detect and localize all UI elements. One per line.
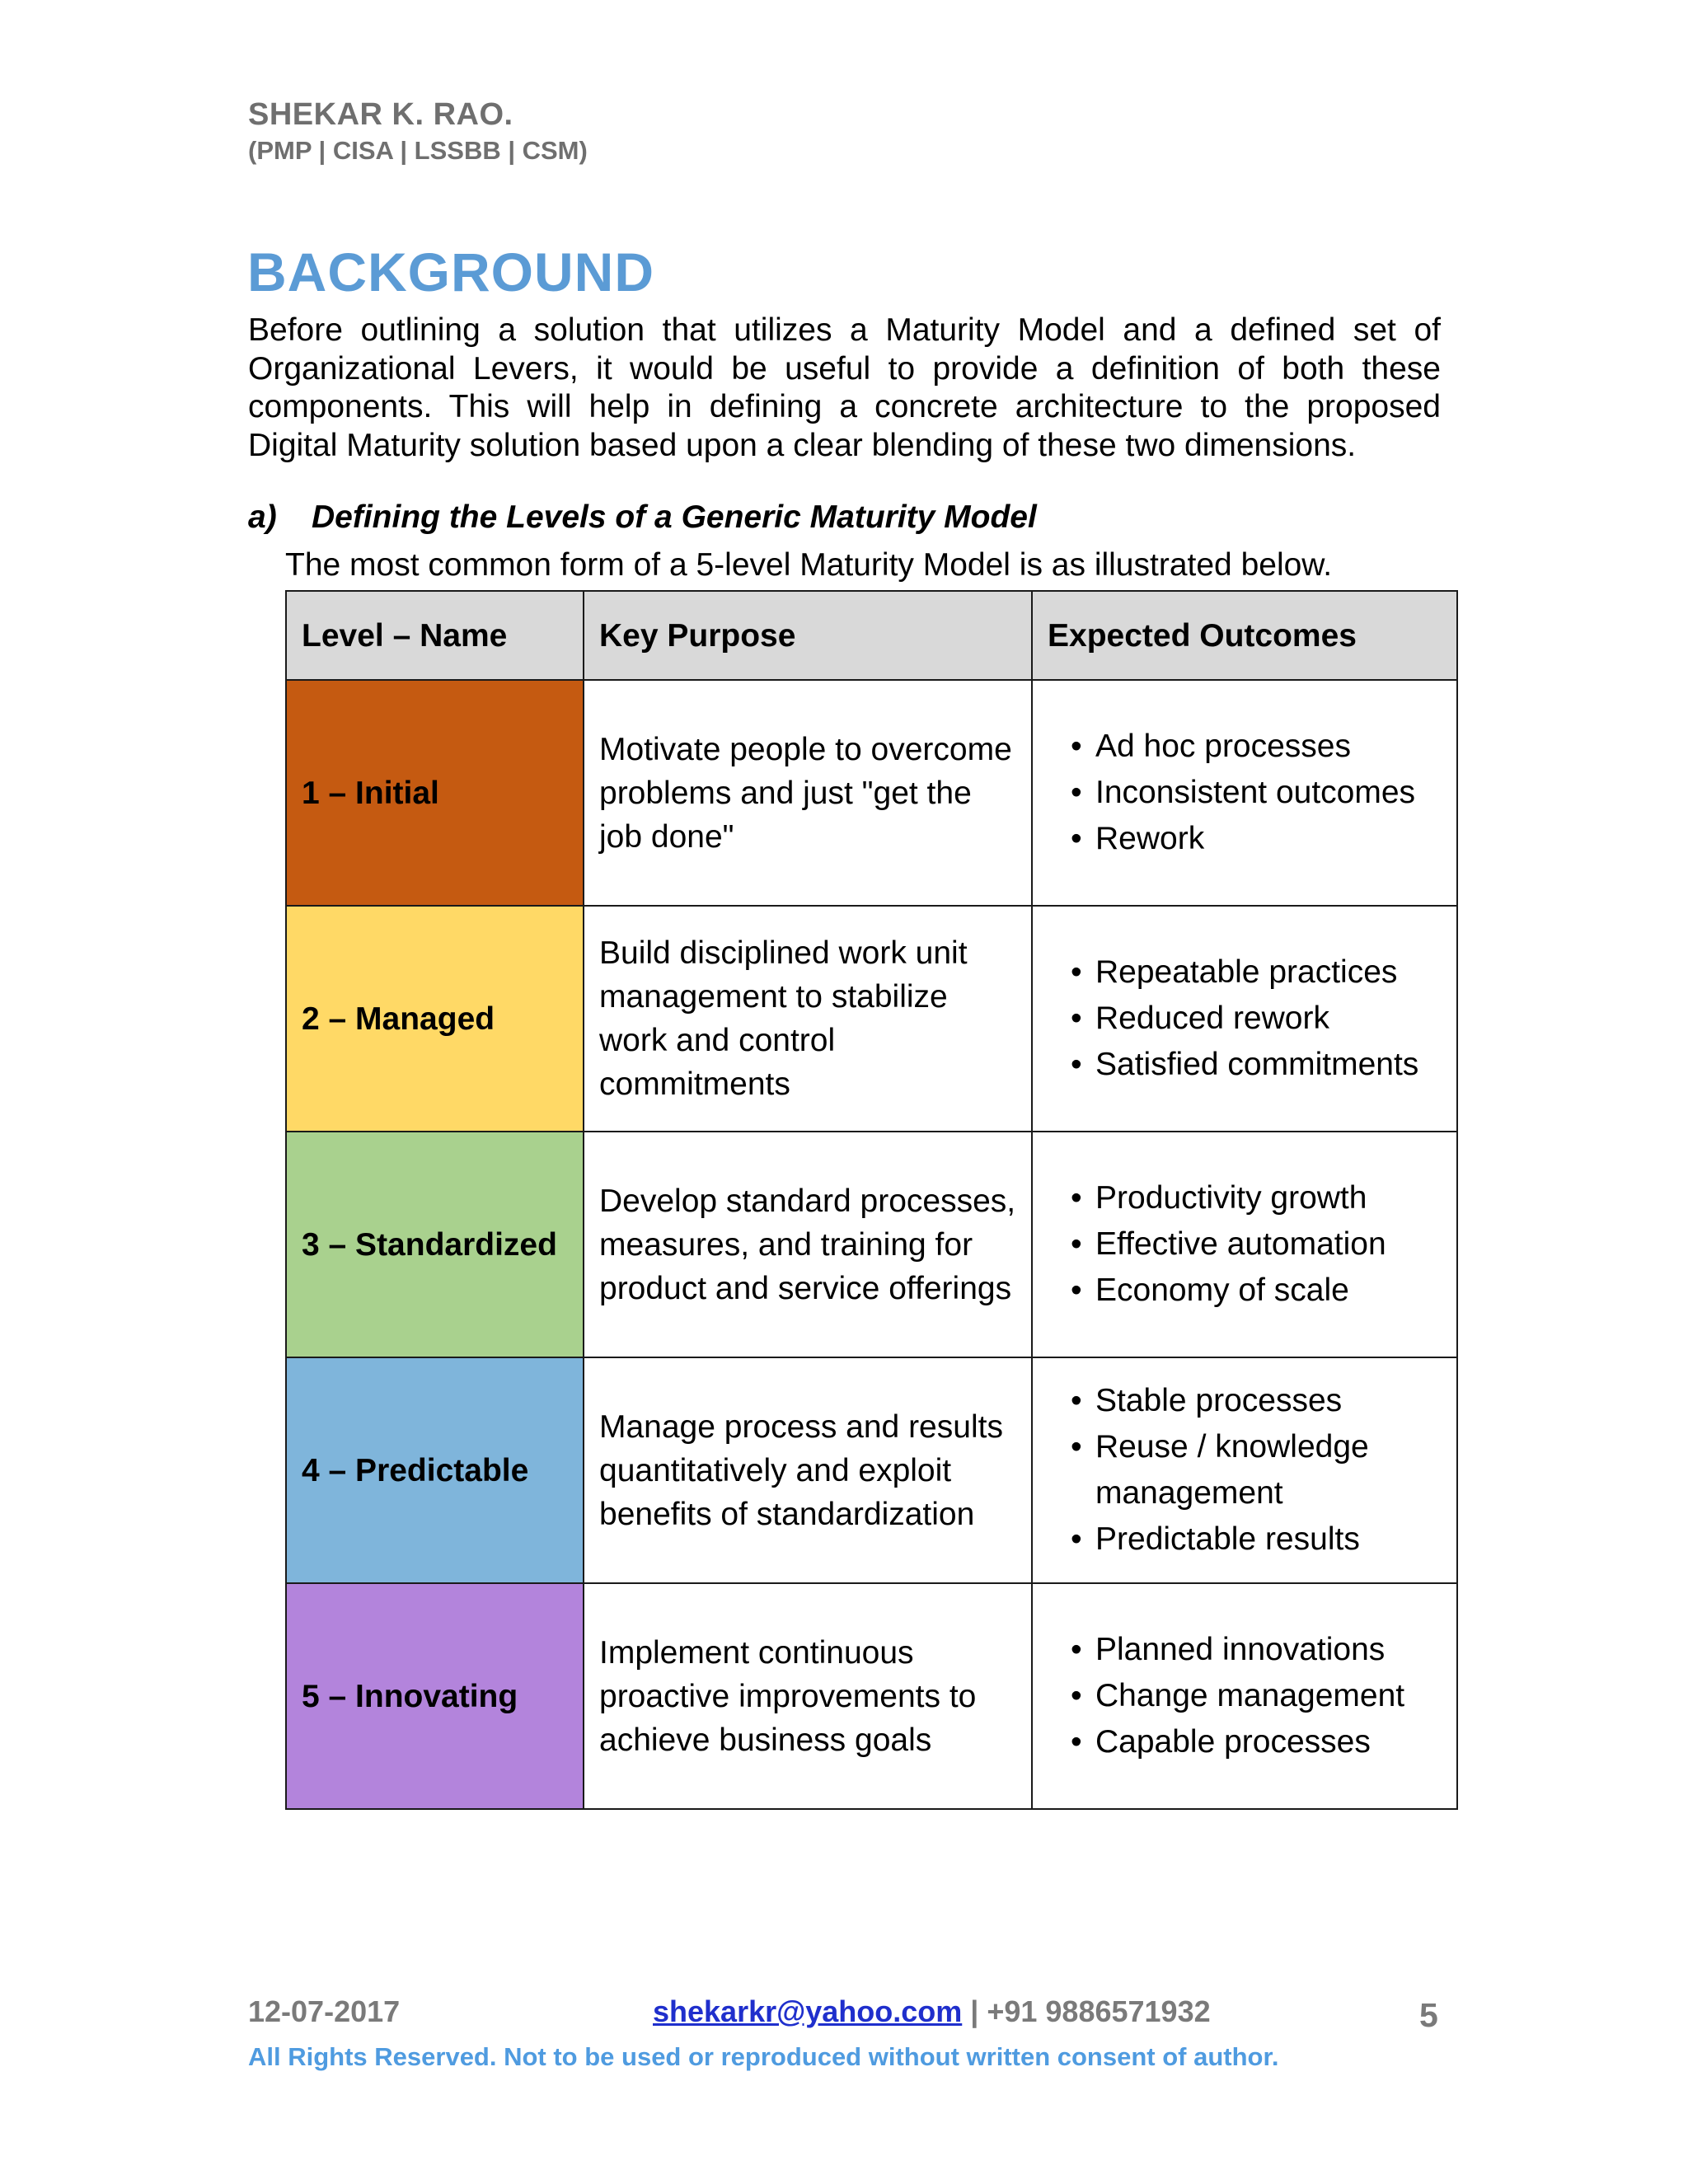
email-link[interactable]: shekarkr@yahoo.com <box>653 1994 963 2028</box>
outcome-item: • Stable processes <box>1071 1378 1443 1424</box>
maturity-model-table <box>285 590 1458 1810</box>
key-purpose-cell: Build disciplined work unit management to stabilize work and control commitments <box>584 906 1032 1132</box>
outcome-item: • Productivity growth <box>1071 1175 1443 1221</box>
table-row <box>286 1583 1457 1809</box>
outcome-item: • Predictable results <box>1071 1516 1443 1563</box>
level-name-cell: 2 – Managed <box>286 906 584 1132</box>
page-number: 5 <box>1419 1996 1438 2034</box>
outcomes-list <box>1048 724 1443 862</box>
subsection-intro: The most common form of a 5-level Maturity Model is as illustrated below. <box>285 547 1333 583</box>
key-purpose-cell: Implement continuous proactive improvements to achieve business goals <box>584 1583 1032 1809</box>
header-level-name: Level – Name <box>286 591 584 680</box>
author-name: SHEKAR K. RAO. <box>248 97 513 132</box>
outcomes-list <box>1048 1175 1443 1314</box>
table-row <box>286 1357 1457 1583</box>
table-header-row <box>286 591 1457 680</box>
level-name-cell: 5 – Innovating <box>286 1583 584 1809</box>
outcome-item: • Inconsistent outcomes <box>1071 770 1443 816</box>
outcome-item: • Planned innovations <box>1071 1627 1443 1673</box>
expected-outcomes-cell <box>1032 680 1457 906</box>
outcome-item: • Satisfied commitments <box>1071 1042 1443 1088</box>
level-name-cell: 4 – Predictable <box>286 1357 584 1583</box>
outcome-item: • Change management <box>1071 1673 1443 1719</box>
outcome-item: • Economy of scale <box>1071 1268 1443 1314</box>
outcome-item: • Capable processes <box>1071 1719 1443 1765</box>
key-purpose-cell: Manage process and results quantitatively and exploit benefits of standardization <box>584 1357 1032 1583</box>
key-purpose-cell: Develop standard processes, measures, and training for product and service offerings <box>584 1132 1032 1357</box>
author-credentials: (PMP | CISA | LSSBB | CSM) <box>248 136 588 165</box>
table-row <box>286 906 1457 1132</box>
subsection-marker: a) <box>248 499 277 535</box>
outcome-item: • Effective automation <box>1071 1221 1443 1268</box>
table-row <box>286 1132 1457 1357</box>
outcomes-list <box>1048 1627 1443 1765</box>
header-key-purpose: Key Purpose <box>584 591 1032 680</box>
outcome-item: • Reduced rework <box>1071 996 1443 1042</box>
outcomes-list <box>1048 949 1443 1088</box>
expected-outcomes-cell <box>1032 1132 1457 1357</box>
intro-paragraph: Before outlining a solution that utilizes a Maturity Model and a defined set of Organizational Levers, it would be useful to provide a definition of both these components. This will help in defining a concrete architecture to the proposed Digital Maturity solution based upon a clear blending of these two dimensions. <box>248 312 1441 463</box>
outcome-item: • Repeatable practices <box>1071 949 1443 996</box>
outcome-item: • Rework <box>1071 816 1443 862</box>
level-name-cell: 3 – Standardized <box>286 1132 584 1357</box>
outcomes-list <box>1048 1378 1443 1563</box>
rights-notice: All Rights Reserved. Not to be used or reproduced without written consent of author. <box>248 2042 1279 2071</box>
expected-outcomes-cell <box>1032 1583 1457 1809</box>
key-purpose-cell: Motivate people to overcome problems and just "get the job done" <box>584 680 1032 906</box>
footer-contact <box>653 1994 1211 2029</box>
level-name-cell: 1 – Initial <box>286 680 584 906</box>
expected-outcomes-cell <box>1032 906 1457 1132</box>
footer-date: 12-07-2017 <box>248 1994 401 2028</box>
subsection-heading <box>248 499 1037 536</box>
table-body <box>286 680 1457 1809</box>
header-expected-outcomes: Expected Outcomes <box>1032 591 1457 680</box>
outcome-item: • Ad hoc processes <box>1071 724 1443 770</box>
table-row <box>286 680 1457 906</box>
expected-outcomes-cell <box>1032 1357 1457 1583</box>
section-title: BACKGROUND <box>247 241 654 302</box>
outcome-item: • Reuse / knowledge management <box>1071 1424 1443 1516</box>
phone-number: | +91 9886571932 <box>962 1994 1211 2028</box>
subsection-title: Defining the Levels of a Generic Maturity Model <box>312 499 1037 535</box>
